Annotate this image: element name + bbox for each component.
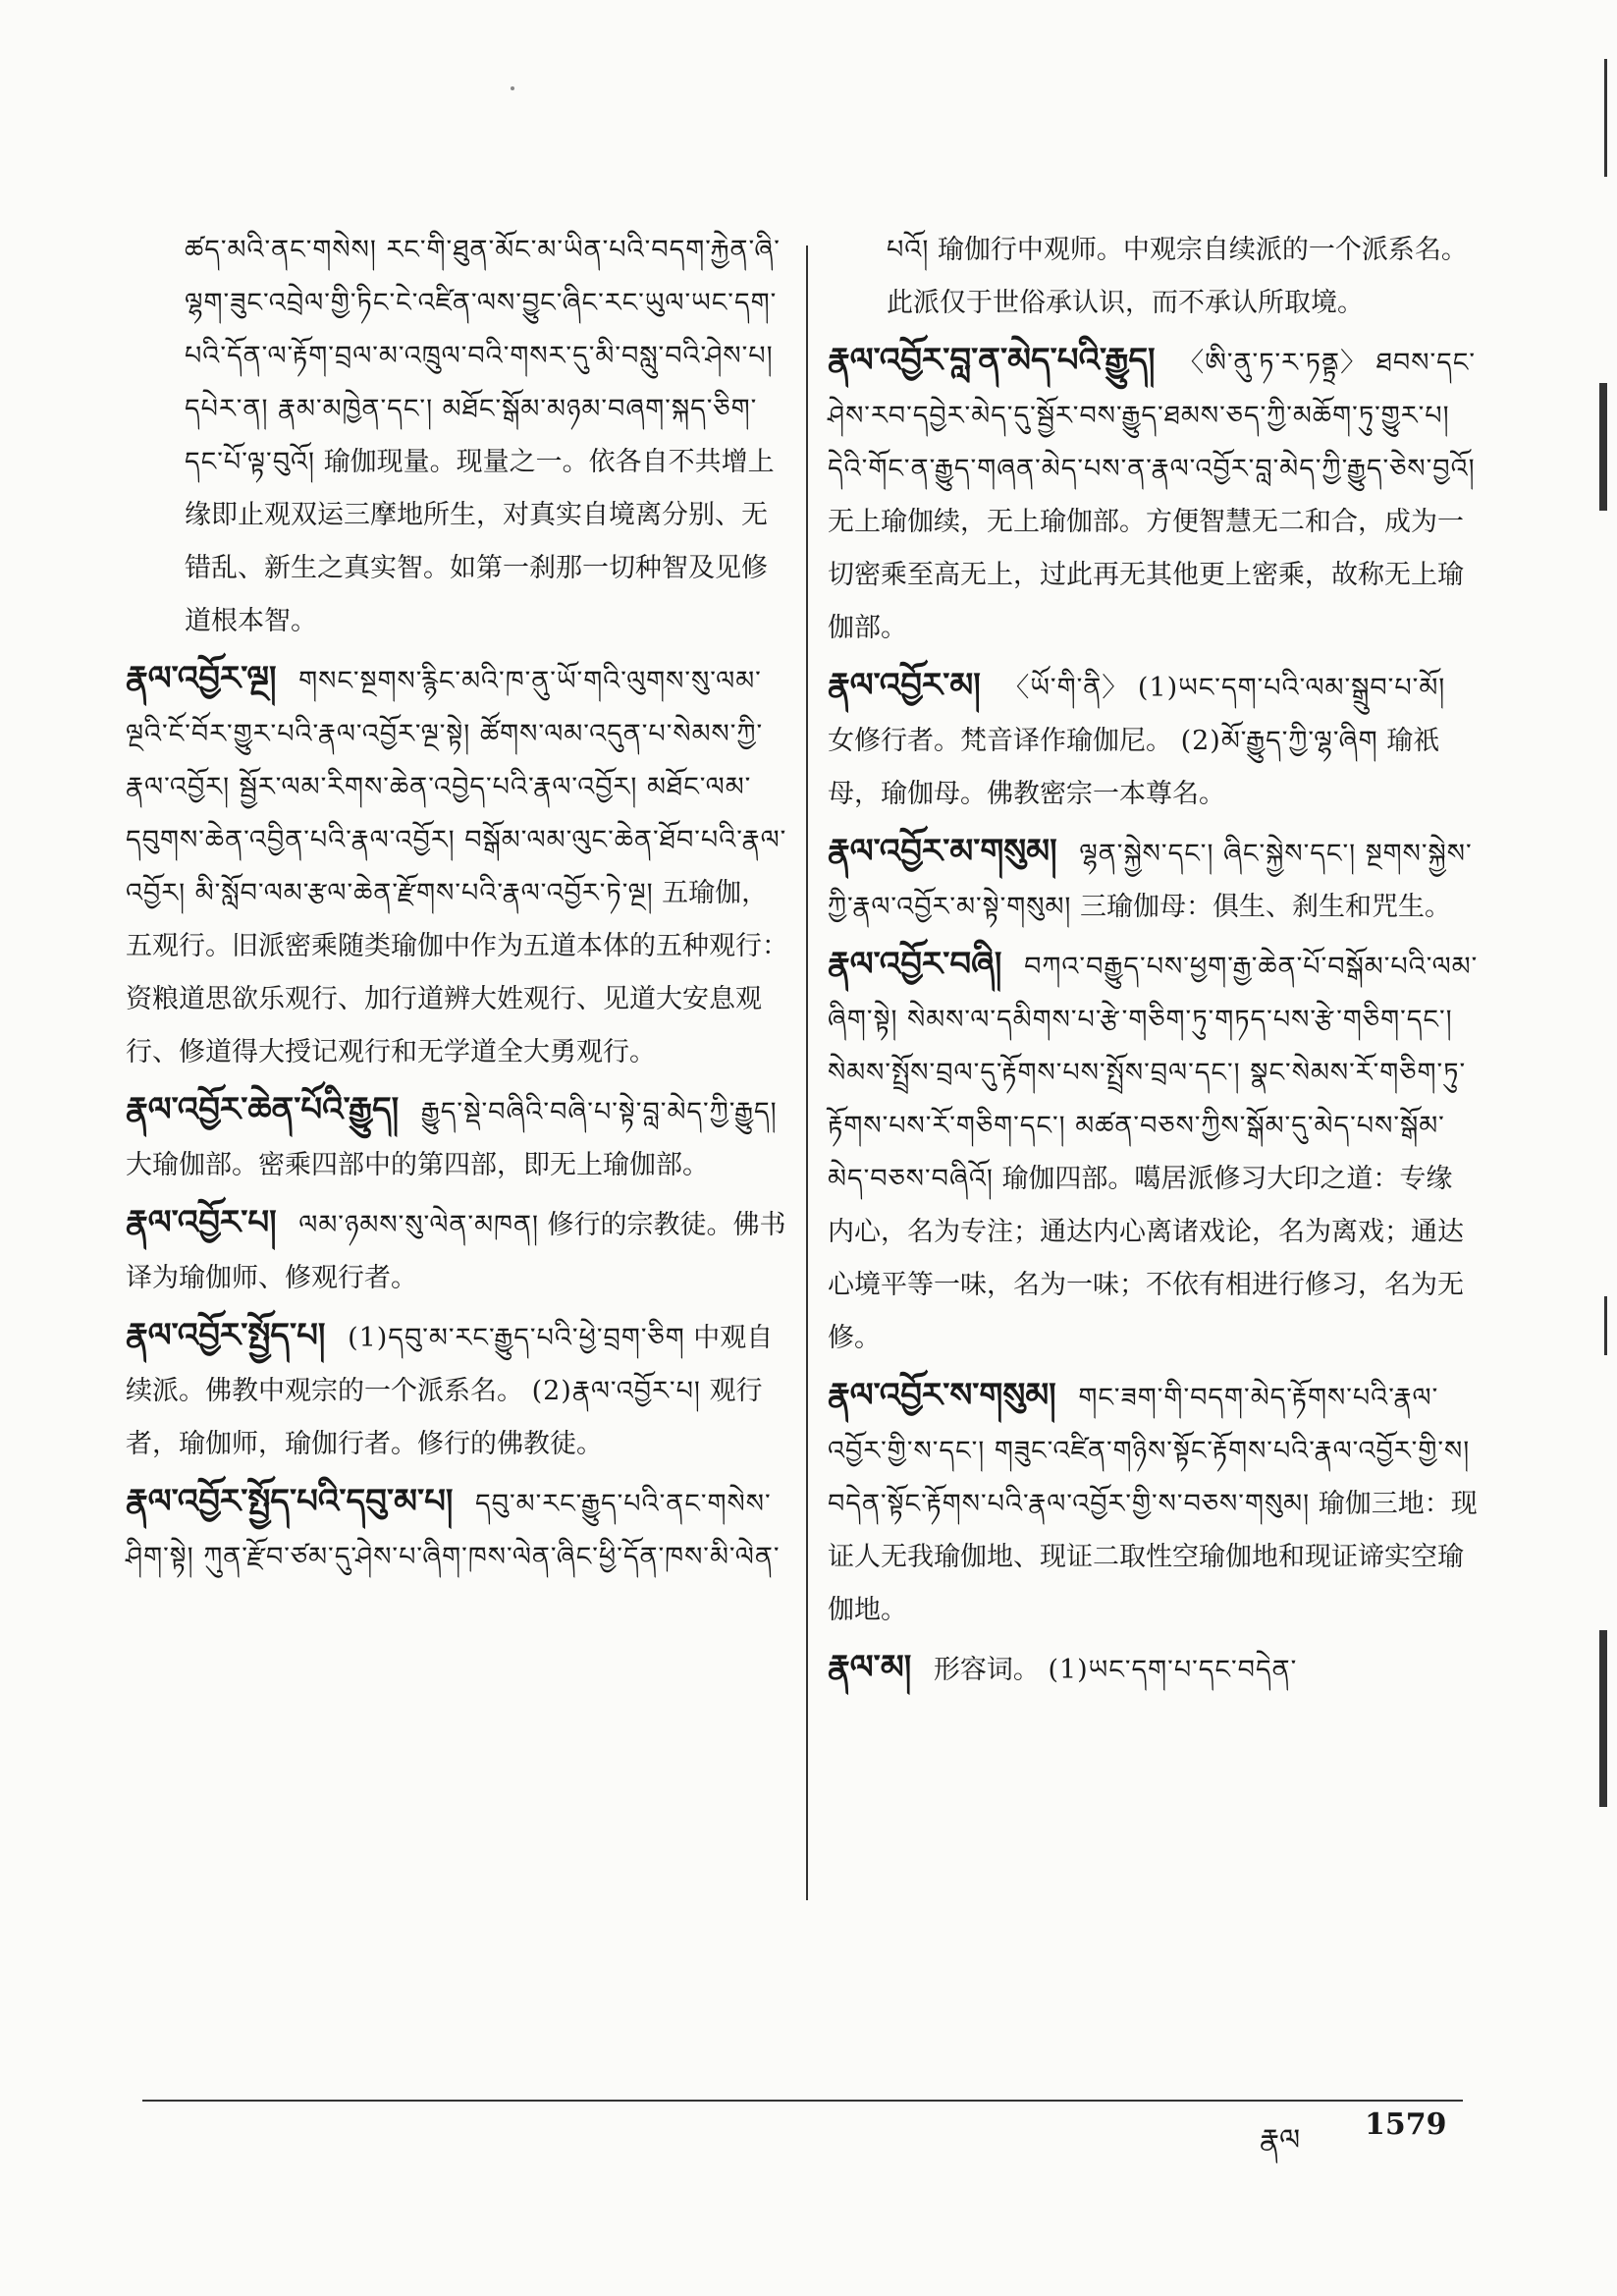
- entry-continuation: [828, 224, 1479, 330]
- entry-definition-tibetan: ཐབས་དང་ཤེས་རབ་དབྱེར་མེད་དུ་སྦྱོར་བས་རྒྱུད་ཐམས་ཅད་ཀྱི་མཆོག་ཏུ་གྱུར་པ། དེའི་གོང་ན་རྒྱུད་གཞན་མེད་པས་ན་རྣལ་འབྱོར་བླ་མེད་ཀྱི་རྒྱུད་ཅེས་བྱའོ།: [828, 348, 1477, 484]
- entry-definition-tibetan: ཚད་མའི་ནང་གསེས། རང་གི་ཐུན་མོང་མ་ཡིན་པའི་བདག་རྐྱེན་ཞི་ལྷག་ཟུང་འབྲེལ་གྱི་ཏིང་ངེ་འཛིན་ལས་བྱུང་ཞིང་རང་ཡུལ་ཡང་དག་པའི་དོན་ལ་རྟོག་བྲལ་མ་འཁྲུལ་བའི་གསར་དུ་མི་བསླུ་བའི་ཤེས་པ། དཔེར་ན། རྣམ་མཁྱེན་དང་། མཐོང་སྒོམ་མཉམ་བཞག་སྐད་ཅིག་དང་པོ་ལྟ་བུའོ།: [185, 235, 781, 477]
- entry-definition-chinese: 瑜祇母，瑜伽母。佛教密宗一本尊名。: [828, 726, 1440, 809]
- entry-headword: རྣལ་འབྱོར་ལྔ།: [126, 659, 277, 698]
- entry-definition-chinese: 三瑜伽母：俱生、刹生和咒生。: [1080, 892, 1452, 922]
- entry-headword: རྣལ་འབྱོར་པ།: [126, 1203, 277, 1242]
- scan-edge-mark: [1599, 383, 1607, 511]
- running-head: རྣལ: [1260, 2123, 1301, 2158]
- entry-definition-chinese: 瑜伽三地：现证人无我瑜伽地、现证二取性空瑜伽地和现证谛实空瑜伽地。: [828, 1489, 1478, 1625]
- entry-definition-chinese: 观行者，瑜伽师，瑜伽行者。修行的佛教徒。: [126, 1376, 763, 1459]
- entry: [126, 652, 789, 1079]
- entry-definition-tibetan: (2)མོ་རྒྱུད་ཀྱི་ལྷ་ཞིག: [1180, 726, 1378, 756]
- entry-headword: རྣལ་འབྱོར་ཆེན་པོའི་རྒྱུད།: [126, 1090, 400, 1129]
- entry-definition-tibetan: (1)ཡང་དག་པ་དང་བདེན་: [1048, 1655, 1298, 1685]
- entry: [828, 659, 1479, 821]
- entry-definition-chinese: 女修行者。梵音译作瑜伽尼。: [828, 726, 1172, 756]
- entry-definition-tibetan: གང་ཟག་གི་བདག་མེད་རྟོགས་པའི་རྣལ་འབྱོར་གྱི་ས་དང་། གཟུང་འཛིན་གཉིས་སྟོང་རྟོགས་པའི་རྣལ་འབྱོར་གྱི་ས། བདེན་སྟོང་རྟོགས་པའི་རྣལ་འབྱོར་གྱི་ས་བཅས་གསུམ།: [828, 1383, 1471, 1519]
- page-number: 1579: [1365, 2107, 1447, 2142]
- entry: [828, 938, 1479, 1365]
- entry-sanskrit: 〈ཡོ་གི་ནི〉: [1002, 673, 1130, 703]
- entry-headword: རྣལ་འབྱོར་སྤྱོད་པའི་དབུ་མ་པ།: [126, 1482, 454, 1521]
- entry-sanskrit: 〈ཨི་ནུ་ཏ་ར་ཏནྟྲ〉: [1177, 348, 1369, 378]
- entry-definition-tibetan: (2)རྣལ་འབྱོར་པ།: [531, 1376, 701, 1406]
- entry-headword: རྣལ་འབྱོར་མ།: [828, 666, 981, 705]
- entry-headword: རྣལ་འབྱོར་མ་གསུམ།: [828, 832, 1057, 871]
- entry-headword: རྣལ་འབྱོར་ས་གསུམ།: [828, 1376, 1056, 1415]
- scan-edge-mark: [1604, 1296, 1607, 1355]
- entry: [126, 1309, 789, 1471]
- entry-definition-chinese: 大瑜伽部。密乘四部中的第四部，即无上瑜伽部。: [126, 1150, 709, 1180]
- entry: [126, 1083, 789, 1192]
- entry-definition-chinese: 瑜伽行中观师。中观宗自续派的一个派系名。此派仅于世俗承认识，而不承认所取境。: [887, 235, 1468, 318]
- entry-headword: རྣལ་འབྱོར་སྤྱོད་པ།: [126, 1316, 326, 1355]
- scan-edge-mark: [1604, 59, 1607, 177]
- entry-definition-tibetan: (1)དབུ་མ་རང་རྒྱུད་པའི་ཕྱེ་བྲག་ཅིག: [348, 1323, 685, 1353]
- entry-definition-tibetan: དབུ་མ་རང་རྒྱུད་པའི་ནང་གསེས་ཤིག་སྟེ། ཀུན་རྫོབ་ཙམ་དུ་ཤེས་པ་ཞིག་ཁས་ལེན་ཞིང་ཕྱི་དོན་ཁས་མི་ལེན་: [126, 1489, 781, 1572]
- entry-definition-chinese: 五瑜伽，五观行。旧派密乘随类瑜伽中作为五道本体的五种观行：资粮道思欲乐观行、加行道辨大姓观行、见道大安息观行、修道得大授记观行和无学道全大勇观行。: [126, 878, 788, 1067]
- entry: [828, 1641, 1479, 1697]
- scan-edge-marks: [1578, 0, 1617, 2296]
- entry-definition-chinese: 中观自续派。佛教中观宗的一个派系名。: [126, 1323, 774, 1406]
- entry-part-of-speech: 形容词。: [933, 1655, 1040, 1685]
- footer-rule: [142, 2100, 1463, 2102]
- entry-headword: རྣལ་འབྱོར་བཞི།: [828, 945, 1002, 984]
- entry-definition-tibetan: པའོ།: [887, 235, 930, 265]
- entry-definition-chinese: 瑜伽四部。噶居派修习大印之道：专缘内心，名为专注；通达内心离诸戏论，名为离戏；通达心境平等一味，名为一味；不依有相进行修习，名为无修。: [828, 1164, 1464, 1353]
- entry-definition-tibetan: བཀའ་བརྒྱུད་པས་ཕྱག་རྒྱ་ཆེན་པོ་བསྒོམ་པའི་ལམ་ཞིག་སྟེ། སེམས་ལ་དམིགས་པ་རྩེ་གཅིག་ཏུ་གཏད་པས་རྩེ་གཅིག་དང་། སེམས་སྤྲོས་བྲལ་དུ་རྟོགས་པས་སྤྲོས་བྲལ་དང་། སྣང་སེམས་རོ་གཅིག་ཏུ་རྟོགས་པས་རོ་གཅིག་དང་། མཚན་བཅས་ཀྱིས་སྒོམ་དུ་མེད་པས་སྒོམ་མེད་བཅས་བཞིའོ།: [828, 952, 1479, 1194]
- entry-definition-chinese: 修行的宗教徒。佛书译为瑜伽师、修观行者。: [126, 1210, 786, 1293]
- entry: [828, 1369, 1479, 1637]
- entry: [126, 1196, 789, 1305]
- scan-edge-mark: [1599, 1630, 1607, 1807]
- entry-definition-tibetan: (1)ཡང་དག་པའི་ལམ་སྒྲུབ་པ་མོ།: [1137, 673, 1446, 703]
- entry-definition-tibetan: གསང་སྔགས་རྙིང་མའི་ཁ་ནུ་ཡོ་གའི་ལུགས་སུ་ལམ་ལྔའི་ངོ་བོར་གྱུར་པའི་རྣལ་འབྱོར་ལྔ་སྟེ། ཚོགས་ལམ་འདུན་པ་སེམས་ཀྱི་རྣལ་འབྱོར། སྦྱོར་ལམ་རིགས་ཆེན་འབྱེད་པའི་རྣལ་འབྱོར། མཐོང་ལམ་དབུགས་ཆེན་འབྱིན་པའི་རྣལ་འབྱོར། བསྒོམ་ལམ་ལུང་ཆེན་ཐོབ་པའི་རྣལ་འབྱོར། མི་སློབ་ལམ་རྩལ་ཆེན་རྫོགས་པའི་རྣལ་འབྱོར་ཏེ་ལྔ།: [126, 666, 787, 908]
- column-divider: [806, 246, 808, 1900]
- paper-speck: [511, 86, 514, 90]
- entry: [828, 334, 1479, 655]
- left-column: [126, 224, 789, 1588]
- entry-definition-tibetan: ལྷན་སྐྱེས་དང་། ཞིང་སྐྱེས་དང་། སྔགས་སྐྱེས་ཀྱི་རྣལ་འབྱོར་མ་སྟེ་གསུམ།: [828, 839, 1473, 922]
- entry-definition-chinese: 无上瑜伽续，无上瑜伽部。方便智慧无二和合，成为一切密乘至高无上，过此再无其他更上密乘，故称无上瑜伽部。: [828, 507, 1464, 643]
- right-column: [828, 224, 1479, 1701]
- entry: [828, 825, 1479, 934]
- entry-headword: རྣལ་འབྱོར་བླ་ན་མེད་པའི་རྒྱུད།: [828, 341, 1156, 380]
- entry-definition-chinese: 瑜伽现量。现量之一。依各自不共增上缘即止观双运三摩地所生，对真实自境离分别、无错乱、新生之真实智。如第一刹那一切种智及见修道根本智。: [185, 447, 775, 636]
- entry-headword: རྣལ་མ།: [828, 1648, 912, 1687]
- entry-continuation: [126, 224, 789, 648]
- entry-definition-tibetan: ལམ་ཉམས་སུ་ལེན་མཁན།: [298, 1210, 539, 1240]
- entry-definition-tibetan: རྒྱུད་སྡེ་བཞིའི་བཞི་པ་སྟེ་བླ་མེད་ཀྱི་རྒྱུད།: [420, 1097, 778, 1127]
- entry: [126, 1475, 789, 1584]
